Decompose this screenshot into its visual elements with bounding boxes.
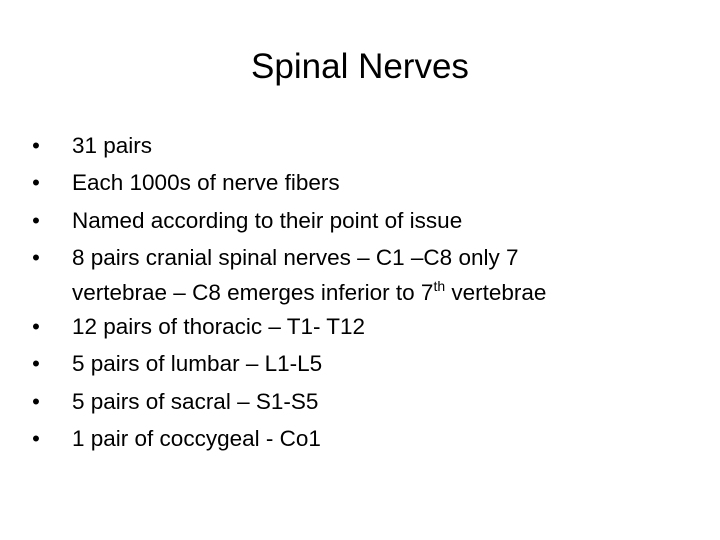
list-item [0,383,720,420]
bullet-dot-icon: • [32,351,40,377]
bullet-text-line-1: 8 pairs cranial spinal nerves – C1 –C8 only 7 [72,245,519,271]
bullet-dot-icon: • [32,388,40,414]
list-item [0,345,720,382]
bullet-text: 12 pairs of thoracic – T1- T12 [72,313,366,339]
ordinal-superscript: th [433,277,446,294]
list-item [0,127,720,164]
bullet-list [0,127,720,457]
slide-title: Spinal Nerves [251,47,469,86]
list-item [0,239,720,308]
bullet-text: 5 pairs of lumbar – L1-L5 [72,351,323,377]
bullet-text: 5 pairs of sacral – S1-S5 [72,388,319,414]
list-item [0,164,720,201]
list-item [0,308,720,345]
bullet-dot-icon: • [32,133,40,158]
list-item [0,202,720,239]
bullet-text: Named according to their point of issue [72,207,463,233]
bullet-text: 1 pair of coccygeal - Co1 [72,426,321,452]
bullet-text: Each 1000s of nerve fibers [72,170,340,196]
bullet-dot-icon: • [32,207,40,233]
bullet-text-line-2 [72,277,700,308]
bullet-dot-icon: • [32,313,40,339]
bullet-text: 31 pairs [72,133,153,158]
bullet-dot-icon: • [32,426,40,452]
bullet-dot-icon: • [32,170,40,196]
bullet-text-segment: vertebrae – C8 emerges inferior to 7 [72,279,434,305]
bullet-text-segment: vertebrae [445,279,547,305]
bullet-dot-icon: • [32,245,40,271]
list-item [0,420,720,457]
